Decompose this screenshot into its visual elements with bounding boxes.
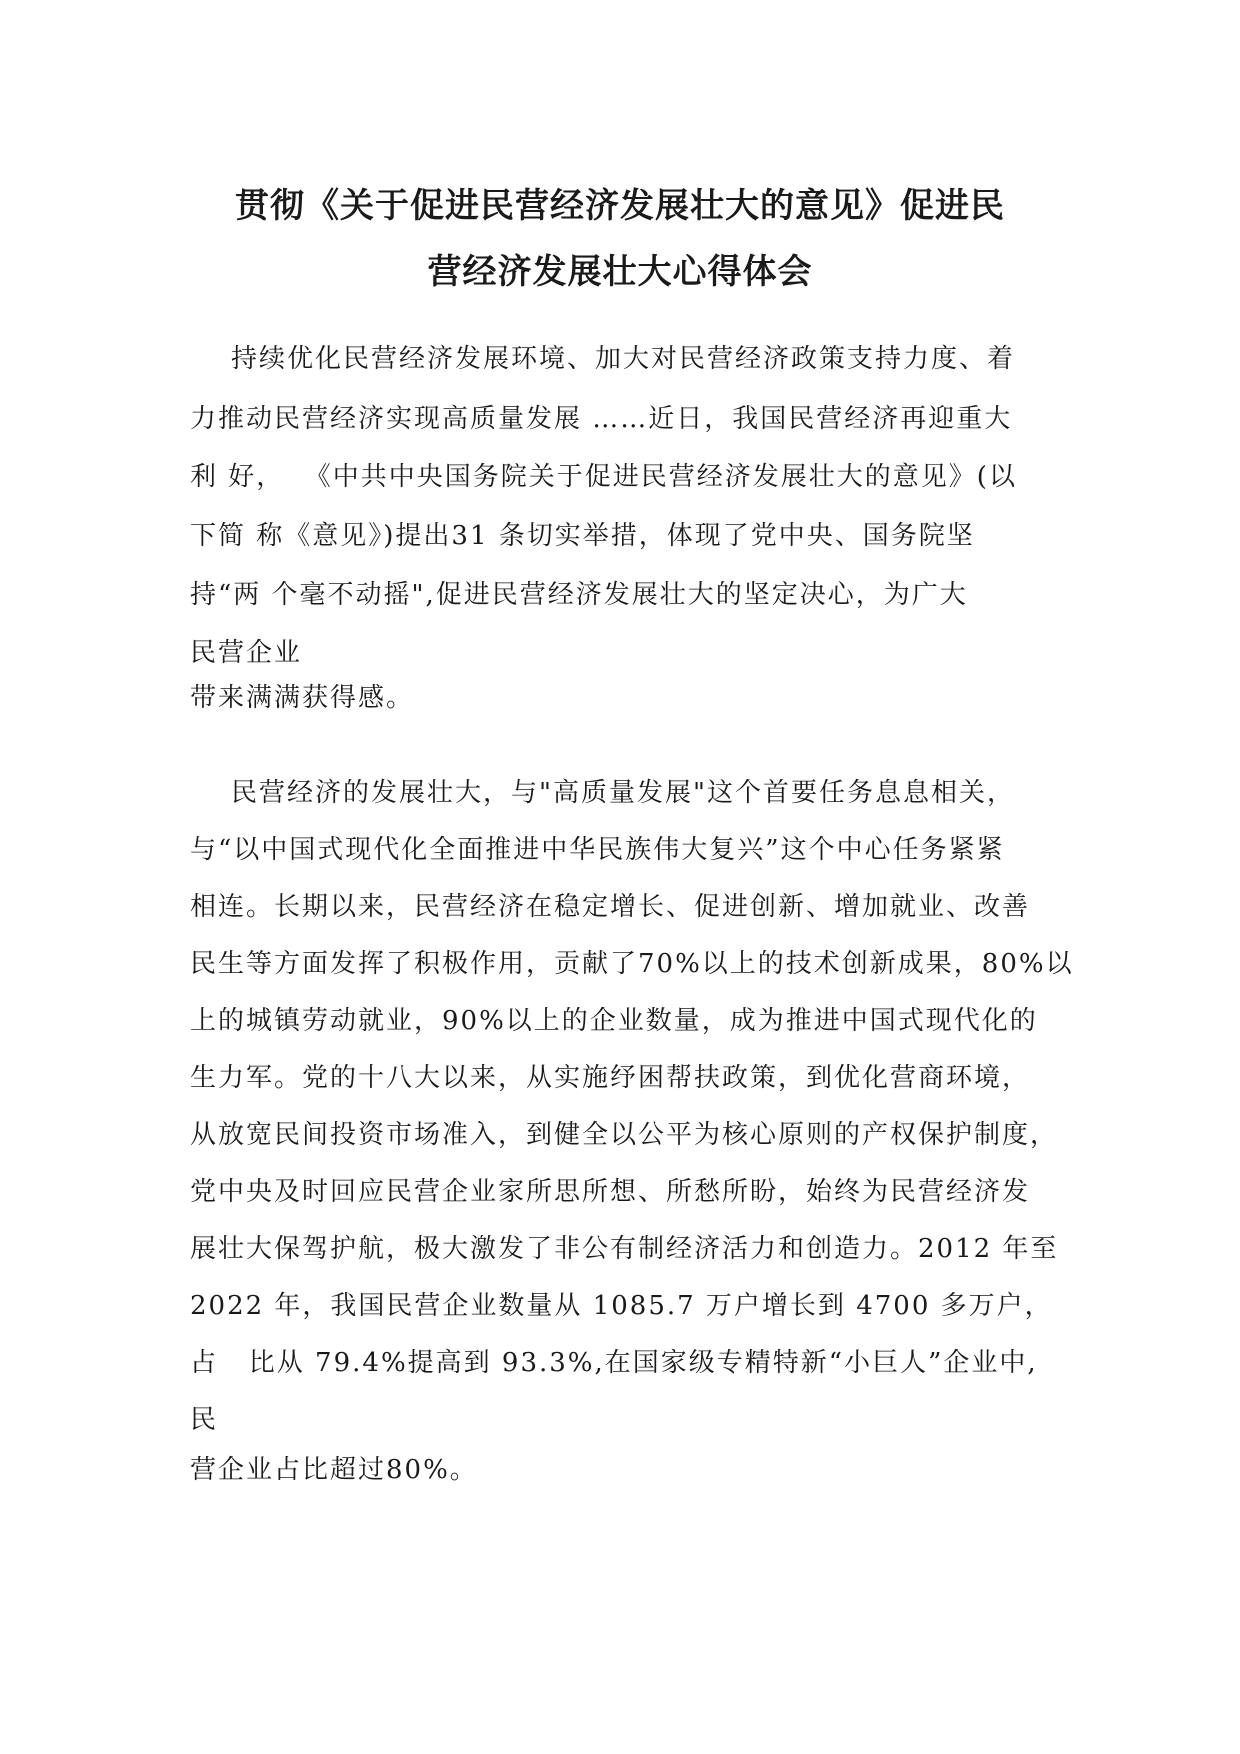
- paragraph-1-line: 力推动民营经济实现高质量发展 ……近日，我国民营经济再迎重大: [190, 404, 1013, 434]
- document-title-line-1: 贯彻《关于促进民营经济发展壮大的意见》促进民: [235, 186, 1005, 226]
- paragraph-2-line: 民营经济的发展壮大，与"高质量发展"这个首要任务息息相关，: [190, 778, 1015, 808]
- paragraph-2-line: 占 比从 79.4%提高到 93.3%,在国家级专精特新“小巨人”企业中,: [190, 1348, 1038, 1378]
- paragraph-2-line: 与“以中国式现代化全面推进中华民族伟大复兴”这个中心任务紧紧: [190, 835, 1005, 865]
- paragraph-2-line: 党中央及时回应民营企业家所思所想、所愁所盼，始终为民营经济发: [190, 1177, 1031, 1207]
- document-title-line-2: 营经济发展壮大心得体会: [427, 252, 813, 292]
- paragraph-2-line: 从放宽民间投资市场准入，到健全以公平为核心原则的产权保护制度，: [190, 1120, 1059, 1150]
- paragraph-2-line: 展壮大保驾护航，极大激发了非公有制经济活力和创造力。2012 年至: [190, 1234, 1059, 1264]
- paragraph-2-line: 生力军。党的十八大以来，从实施纾困帮扶政策，到优化营商环境，: [190, 1063, 1031, 1093]
- paragraph-1-line: 下简 称《意见》)提出31 条切实举措，体现了党中央、国务院坚: [190, 521, 975, 551]
- paragraph-1-line: 带来满满获得感。: [190, 683, 415, 713]
- paragraph-1-line: 利 好， 《中共中央国务院关于促进民营经济发展壮大的意见》(以: [190, 462, 1017, 492]
- paragraph-2-line: 2022 年，我国民营企业数量从 1085.7 万户增长到 4700 多万户，: [190, 1291, 1053, 1321]
- paragraph-2-line: 上的城镇劳动就业，90%以上的企业数量，成为推进中国式现代化的: [190, 1006, 1038, 1036]
- paragraph-2-line: 相连。长期以来，民营经济在稳定增长、促进创新、增加就业、改善: [190, 892, 1031, 922]
- paragraph-2-line: 民生等方面发挥了积极作用，贡献了70%以上的技术创新成果，80%以: [190, 949, 1074, 979]
- paragraph-1-line: 持续优化民营经济发展环境、加大对民营经济政策支持力度、着: [190, 344, 1016, 374]
- paragraph-2-line: 民: [190, 1405, 219, 1435]
- paragraph-2-line: 营企业占比超过80%。: [190, 1455, 478, 1485]
- paragraph-1-line: 民营企业: [190, 638, 303, 668]
- paragraph-1-line: 持“两 个毫不动摇",促进民营经济发展壮大的坚定决心，为广大: [190, 580, 968, 610]
